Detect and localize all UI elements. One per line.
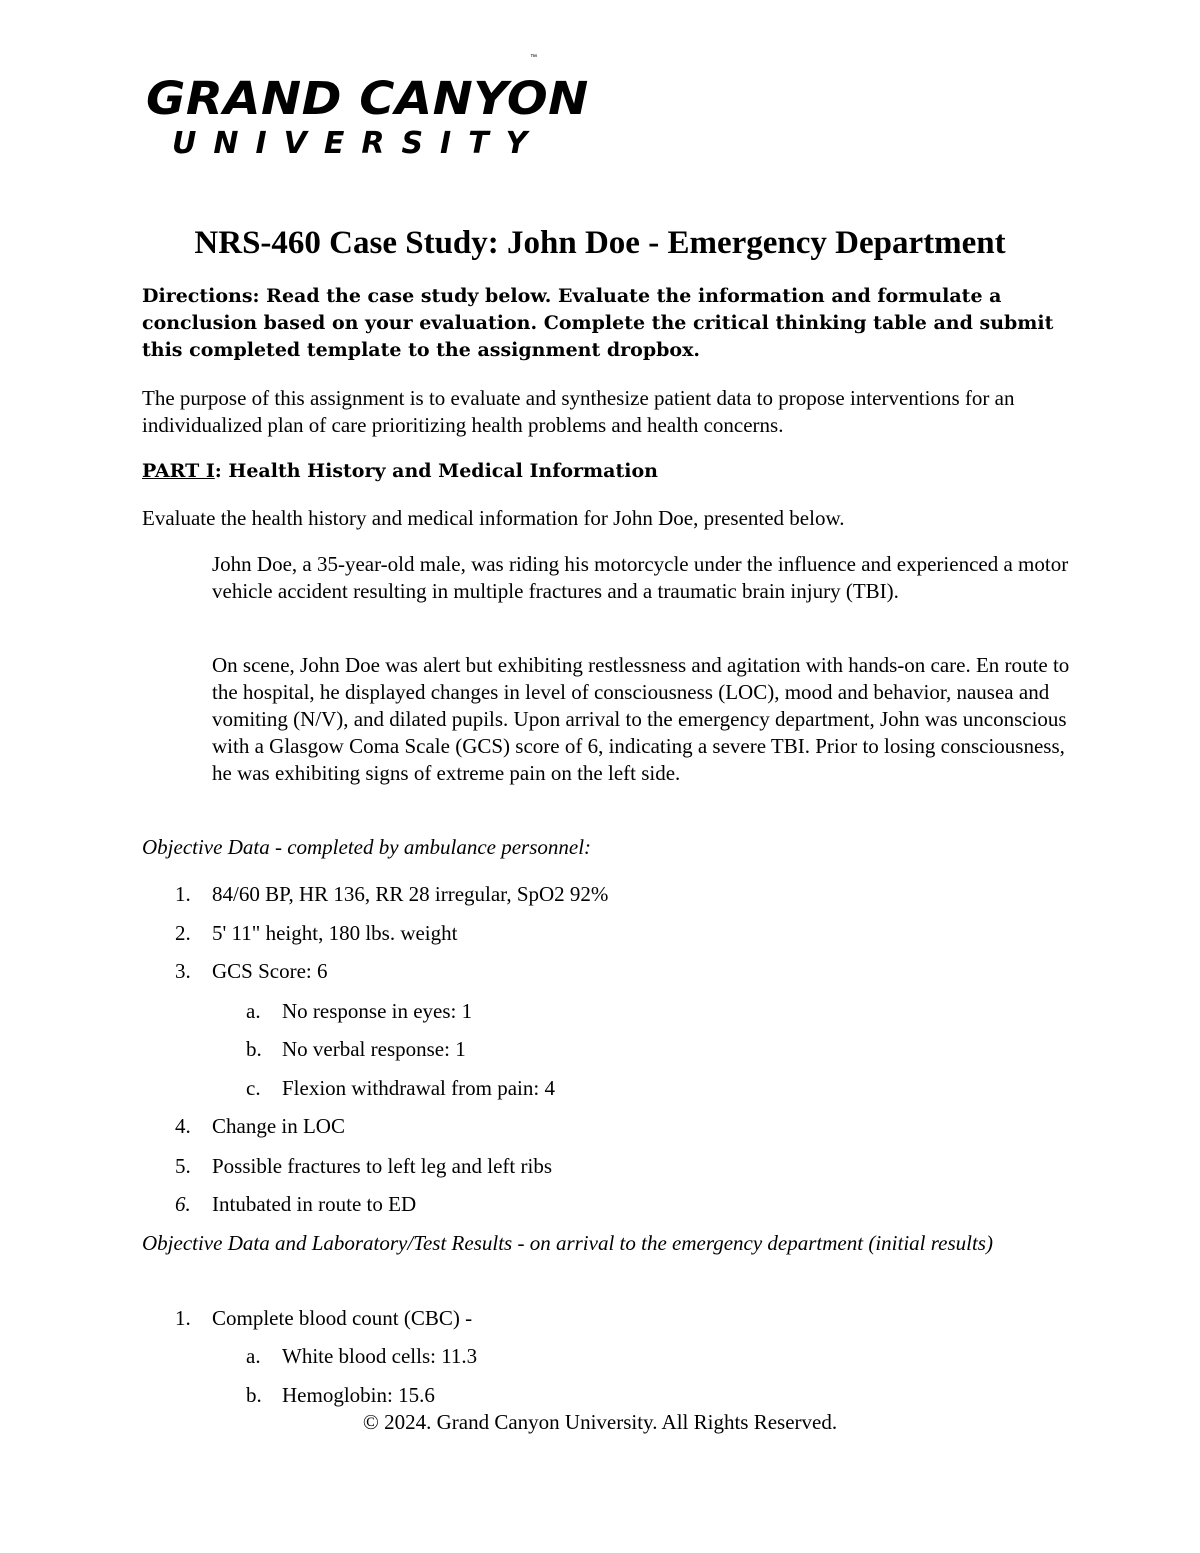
sub-list-item-letter: a. xyxy=(246,999,261,1023)
list-item-number: 5. xyxy=(175,1154,191,1178)
list-item: Possible fractures to left leg and left ribs xyxy=(212,1154,552,1178)
logo-line-university: UNIVERSITY xyxy=(172,126,545,161)
list-item-number: 1. xyxy=(175,882,191,906)
sub-list-item: White blood cells: 11.3 xyxy=(282,1344,478,1368)
list-item-number: 4. xyxy=(175,1114,191,1138)
logo-line-grand-canyon: GRAND CANYON xyxy=(146,72,589,126)
list-item: 84/60 BP, HR 136, RR 28 irregular, SpO2 92% xyxy=(212,882,609,906)
objective-data-ed-label: Objective Data and Laboratory/Test Results - on arrival to the emergency department (initial results) xyxy=(142,1231,993,1255)
copyright-footer: © 2024. Grand Canyon University. All Rights Reserved. xyxy=(362,1410,838,1434)
sub-list-item-letter: b. xyxy=(246,1383,262,1407)
list-item: Complete blood count (CBC) - xyxy=(212,1306,473,1330)
part-one-heading xyxy=(142,458,658,485)
evaluate-instruction: Evaluate the health history and medical information for John Doe, presented below. xyxy=(142,506,845,530)
trademark-symbol: ™ xyxy=(530,54,537,61)
directions-text: Directions: Read the case study below. Evaluate the information and formulate a conclusion based on your evaluation. Complete the critical thinking table and submit this completed template to the assignment dropbox. xyxy=(142,285,1054,361)
document-title: NRS-460 Case Study: John Doe - Emergency Department xyxy=(194,225,1006,261)
list-item: GCS Score: 6 xyxy=(212,959,328,983)
sub-list-item-letter: b. xyxy=(246,1037,262,1061)
part-one-title: : Health History and Medical Information xyxy=(214,460,658,482)
sub-list-item: No verbal response: 1 xyxy=(282,1037,466,1061)
list-item: 5' 11" height, 180 lbs. weight xyxy=(212,921,458,945)
list-item-number: 3. xyxy=(175,959,191,983)
sub-list-item: No response in eyes: 1 xyxy=(282,999,473,1023)
list-item: Change in LOC xyxy=(212,1114,345,1138)
list-item: Intubated in route to ED xyxy=(212,1192,417,1216)
case-paragraph-1: John Doe, a 35-year-old male, was riding his motorcycle under the influence and experienced a motor vehicle accident resulting in multiple fractures and a traumatic brain injury (TBI). xyxy=(212,552,1069,603)
objective-data-ambulance-label: Objective Data - completed by ambulance personnel: xyxy=(142,835,592,859)
list-item-number: 1. xyxy=(175,1306,191,1330)
sub-list-item-letter: a. xyxy=(246,1344,261,1368)
university-logo xyxy=(146,72,589,164)
list-item-number: 2. xyxy=(175,921,191,945)
case-paragraph-2: On scene, John Doe was alert but exhibiting restlessness and agitation with hands-on care. En route to the hospital, he displayed changes in level of consciousness (LOC), mood and behavior, nausea and vomiting (N/V), and dilated pupils. Upon arrival to the emergency department, John was unconscious with a Glasgow Coma Scale (GCS) score of 6, indicating a severe TBI. Prior to losing consciousness, he was exhibiting signs of extreme pain on the left side. xyxy=(212,653,1070,785)
purpose-paragraph: The purpose of this assignment is to evaluate and synthesize patient data to propose interventions for an individualized plan of care prioritizing health problems and health concerns. xyxy=(142,386,1015,437)
part-one-label: PART I xyxy=(142,460,215,482)
sub-list-item-letter: c. xyxy=(246,1076,261,1100)
sub-list-item: Flexion withdrawal from pain: 4 xyxy=(282,1076,555,1100)
sub-list-item: Hemoglobin: 15.6 xyxy=(282,1383,435,1407)
list-item-number: 6. xyxy=(175,1192,191,1216)
